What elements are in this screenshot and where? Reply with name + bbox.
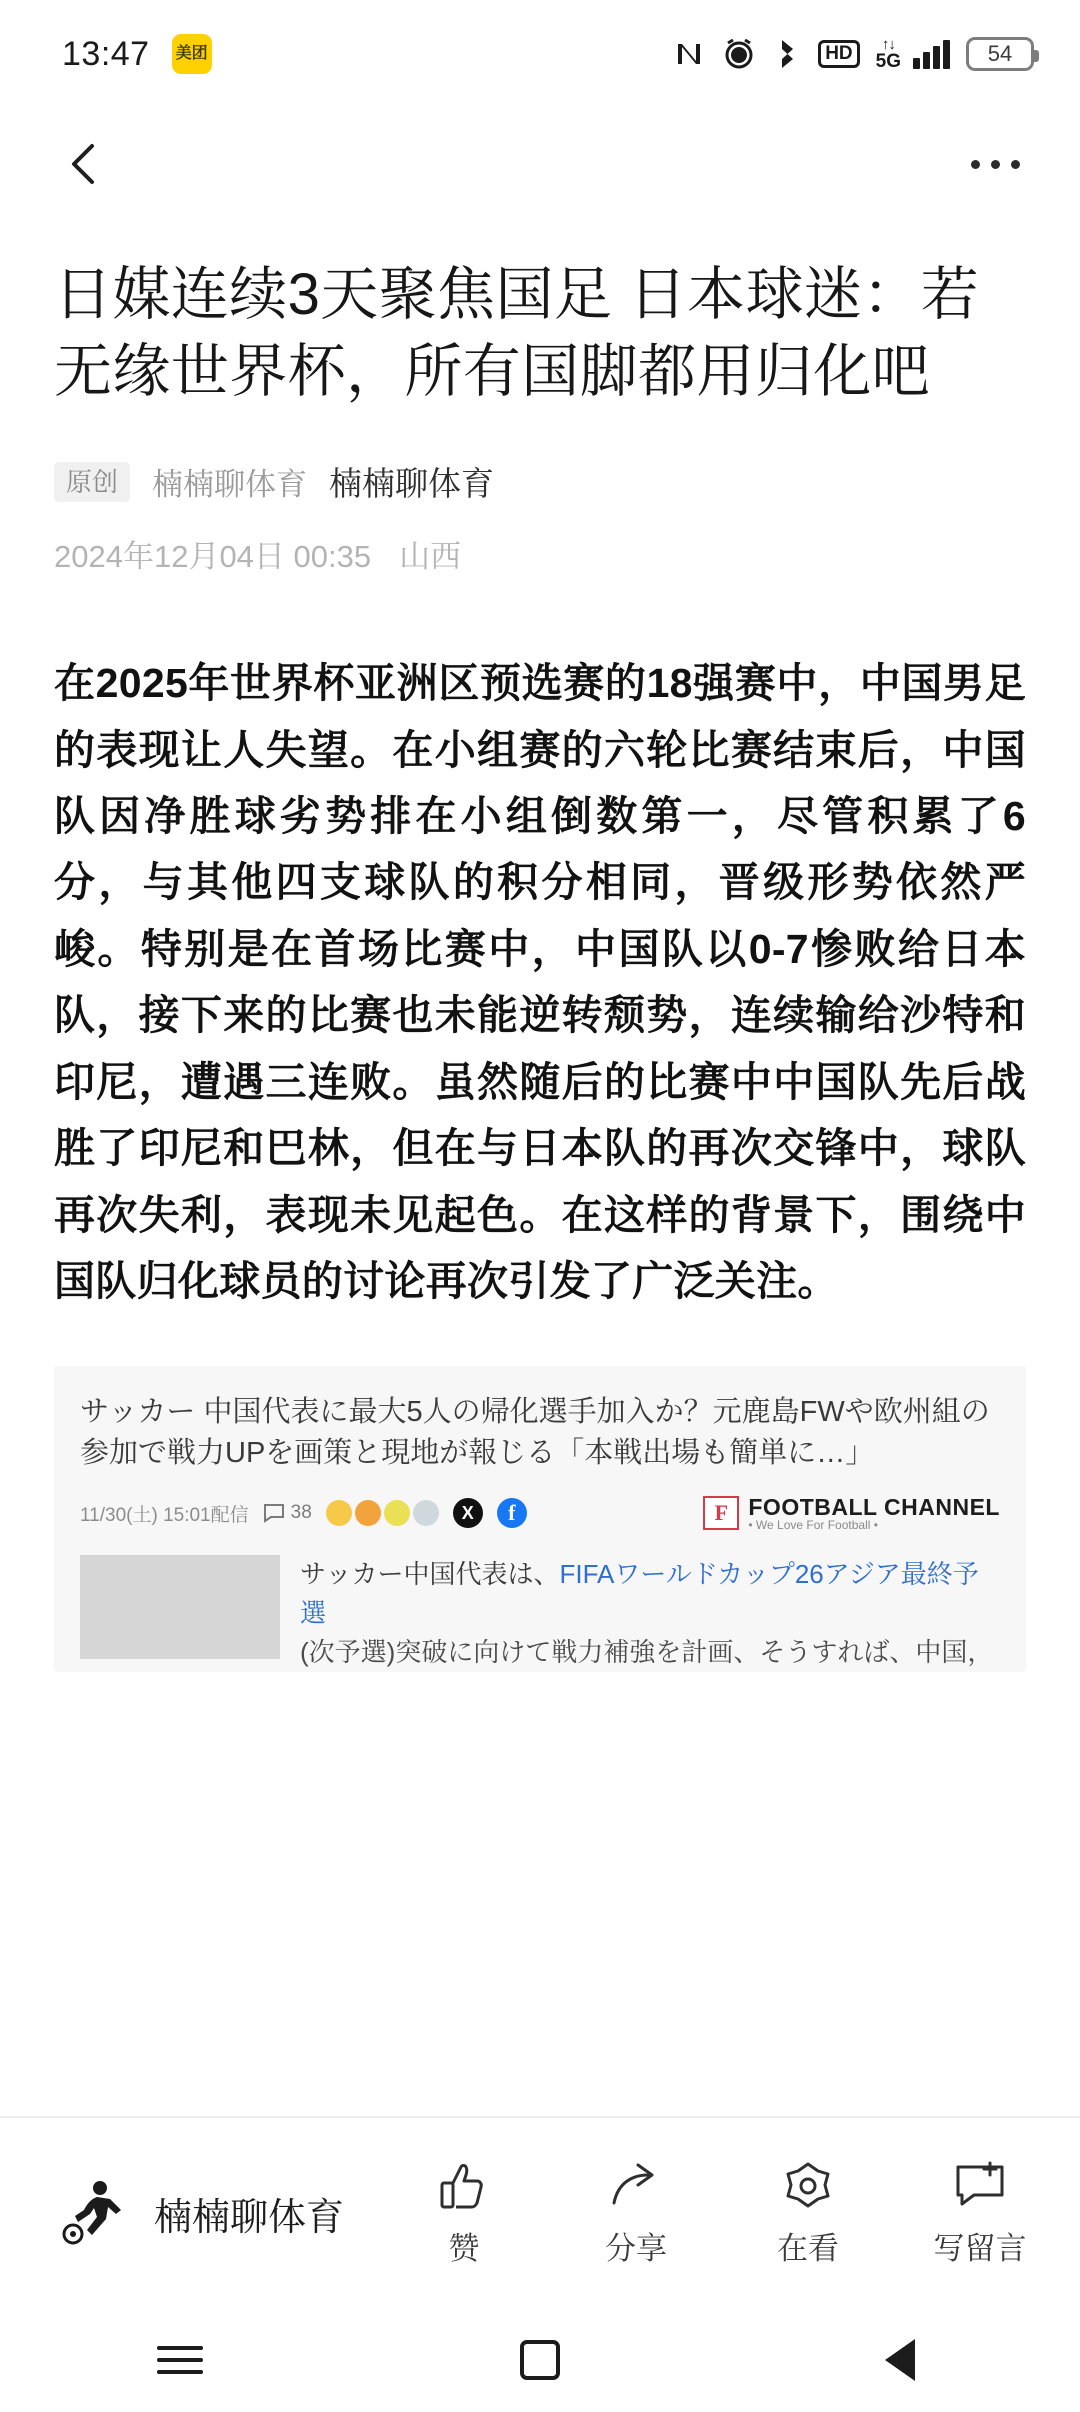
embedded-news-title: サッカー 中国代表に最大5人の帰化選手加入か？元鹿島FWや欧州組の参加で戦力UPを画策と現地が報じる「本戦出場も簡単に…」 (80, 1396, 990, 1470)
status-bar (0, 0, 1080, 108)
emoji-icon (384, 1500, 410, 1526)
embedded-news-meta (80, 1495, 1000, 1532)
article-date-line (54, 531, 1026, 576)
bluetooth-icon (772, 37, 802, 71)
publish-date: 2024年12月04日 00:35 (54, 539, 372, 575)
soccer-player-icon (56, 2177, 128, 2249)
embedded-news-text (300, 1555, 1000, 1672)
wow-icon (780, 2159, 836, 2213)
author-name-secondary[interactable]: 楠楠聊体育 (152, 467, 308, 503)
more-horizontal-icon (971, 160, 980, 169)
battery-indicator (966, 37, 1034, 71)
publisher-tagline: • We Love For Football • (748, 1517, 878, 1532)
nfc-icon (672, 37, 706, 71)
bottom-action-bar (0, 2116, 1080, 2308)
football-channel-mark-icon: F (703, 1496, 739, 1530)
emoji-icon (355, 1500, 381, 1526)
facebook-share-icon[interactable]: f (497, 1498, 527, 1528)
publisher-name-block (748, 1495, 1000, 1532)
emoji-icon (413, 1500, 439, 1526)
more-dot (1011, 160, 1020, 169)
account-block[interactable] (54, 2175, 344, 2251)
article-body: 在2025年世界杯亚洲区预选赛的18强赛中，中国男足的表现让人失望。在小组赛的六轮比赛结束后，中国队因净胜球劣势排在小组倒数第一，尽管积累了6分，与其他四支球队的积分相同，晋级形势依然严峻。特别是在首场比赛中，中国队以0-7惨败给日本队，接下来的比赛也未能逆转颓势，连续输给沙特和印尼，遭遇三连败。虽然随后的比赛中中国队先后战胜了印尼和巴林，但在与日本队的再次交锋中，球队再次失利，表现未见起色。在这样的背景下，围绕中国队归化球员的讨论再次引发了广泛关注。 (54, 660, 1026, 1304)
share-button[interactable] (582, 2159, 690, 2268)
share-label: 分享 (605, 2230, 667, 2266)
app-notification-badge-icon[interactable]: 美团 (172, 34, 212, 74)
avatar[interactable] (54, 2175, 130, 2251)
action-buttons (410, 2159, 1034, 2268)
account-name[interactable]: 楠楠聊体育 (154, 2196, 345, 2239)
embedded-line-1-link[interactable]: FIFAワールドカップ26アジア最終予選 (300, 1559, 979, 1629)
article-container (0, 220, 1080, 2412)
page-title: 日媒连续3天聚焦国足 日本球迷：若无缘世界杯，所有国脚都用归化吧 (54, 262, 980, 405)
recents-button[interactable] (120, 2338, 240, 2382)
more-options-button[interactable] (967, 129, 1024, 199)
embedded-news-card[interactable] (54, 1366, 1026, 1672)
article-meta (54, 458, 1026, 505)
reaction-emojis[interactable] (326, 1500, 439, 1526)
wow-button[interactable] (754, 2159, 862, 2268)
5g-signal-icon (876, 37, 901, 71)
thumbs-up-icon (436, 2159, 492, 2213)
share-icon (608, 2159, 664, 2213)
alarm-icon (722, 37, 756, 71)
like-label: 赞 (448, 2230, 480, 2266)
triangle-back-icon (885, 2339, 915, 2381)
home-button[interactable] (480, 2340, 600, 2380)
top-navigation-bar (0, 108, 1080, 220)
embedded-timestamp: 11/30(土) 15:01配信 (80, 1504, 249, 1526)
menu-icon (157, 2338, 203, 2382)
square-icon (520, 2340, 560, 2380)
original-badge: 原创 (54, 462, 130, 502)
signal-bars-icon (913, 39, 950, 69)
publisher-logo (703, 1495, 1000, 1532)
more-dot (991, 160, 1000, 169)
comment-button[interactable] (926, 2159, 1034, 2268)
comment-count-label: 38 (290, 1502, 312, 1524)
emoji-icon (326, 1500, 352, 1526)
comment-icon (263, 1503, 285, 1523)
system-navigation-bar (0, 2308, 1080, 2412)
chevron-left-icon (59, 138, 111, 190)
publisher-name: FOOTBALL CHANNEL (748, 1493, 1000, 1520)
comment-count[interactable] (263, 1502, 312, 1524)
publish-location: 山西 (399, 539, 462, 575)
hd-icon: HD (818, 40, 859, 68)
system-back-button[interactable] (840, 2339, 960, 2381)
embedded-line-2: (次予選)突破に向けて戦力補強を計画、そうすれば、中国， (300, 1637, 994, 1668)
status-clock: 13:47 (62, 34, 150, 73)
status-bar-right (672, 37, 1034, 71)
like-button[interactable] (410, 2159, 518, 2268)
data-arrows-icon: ↑↓ (881, 36, 895, 53)
embedded-line-1-pre: サッカー中国代表は、 (300, 1559, 560, 1590)
status-bar-left (62, 34, 212, 74)
x-share-icon[interactable]: X (453, 1498, 483, 1528)
author-name-primary[interactable]: 楠楠聊体育 (329, 465, 495, 503)
network-label: 5G (875, 51, 901, 72)
comment-plus-icon (952, 2159, 1008, 2213)
wow-label: 在看 (777, 2230, 839, 2266)
back-button[interactable] (50, 129, 120, 199)
comment-label: 写留言 (933, 2230, 1027, 2266)
embedded-news-body (80, 1555, 1000, 1672)
battery-level-label: 54 (987, 41, 1013, 66)
embedded-thumbnail (80, 1555, 280, 1659)
